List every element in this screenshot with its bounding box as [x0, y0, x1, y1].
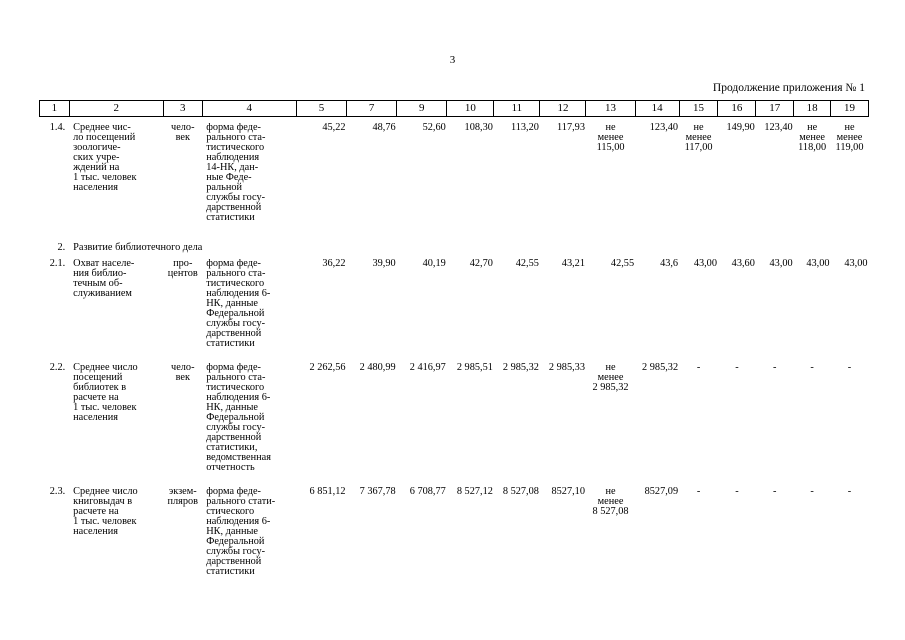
value-cell: 108,30 [464, 122, 493, 133]
section-number: 2. [57, 242, 66, 253]
value-cell: 36,22 [322, 258, 346, 269]
value-cell: - [847, 486, 852, 497]
unit: чело- век [171, 362, 195, 383]
indicator-name: Охват населе- ния библио- течным об- служиванием [73, 258, 135, 299]
value-cell: - [773, 486, 777, 497]
header-cell: 18 [794, 101, 831, 117]
value-cell: 43,00 [844, 258, 868, 269]
value-cell: 8527,10 [551, 486, 585, 497]
unit: чело- век [171, 122, 195, 143]
value-cell: 52,60 [422, 122, 446, 133]
value-cell: 7 367,78 [359, 486, 396, 497]
value-cell: 43,21 [561, 258, 585, 269]
section-title: Развитие библиотечного дела [73, 242, 203, 253]
value-cell: 149,90 [726, 122, 755, 133]
value-cell: - [735, 486, 739, 497]
value-cell: - [810, 362, 814, 373]
unit: экзем- пляров [167, 486, 199, 507]
value-cell: 43,60 [731, 258, 755, 269]
unit: про- центов [167, 258, 198, 279]
header-cell: 17 [756, 101, 794, 117]
header-cell: 14 [635, 101, 679, 117]
data-source: форма феде- рального ста- тистического наблюдения 6- НК, данные Федеральной службы госу- дарственной статистики [206, 258, 271, 349]
value-cell: 2 985,32 [502, 362, 539, 373]
value-cell: - [773, 362, 777, 373]
value-cell: - [735, 362, 739, 373]
table-row [40, 259, 869, 349]
header-cell: 2 [69, 101, 163, 117]
value-cell: 39,90 [372, 258, 396, 269]
value-cell: 2 985,51 [456, 362, 493, 373]
row-number: 2.3. [49, 486, 66, 497]
value-cell: 2 262,56 [309, 362, 346, 373]
header-row [40, 101, 869, 117]
value-cell: - [696, 486, 701, 497]
indicator-name: Среднее число книговыдач в расчете на 1 тыс. человек населения [73, 486, 138, 537]
value-cell: 43,6 [660, 258, 679, 269]
value-cell: 42,55 [515, 258, 539, 269]
value-cell: 2 416,97 [409, 362, 446, 373]
value-cell: не менее 2 985,32 [592, 362, 629, 393]
header-cell: 19 [831, 101, 869, 117]
value-cell: 6 708,77 [409, 486, 446, 497]
row-number: 2.2. [49, 362, 66, 373]
value-cell: не менее 115,00 [596, 122, 625, 153]
header-cell: 13 [586, 101, 635, 117]
value-cell: 43,00 [769, 258, 793, 269]
value-cell: не менее 8 527,08 [592, 486, 629, 517]
continuation-label: Продолжение приложения № 1 [712, 82, 865, 94]
value-cell: 40,19 [422, 258, 446, 269]
value-cell: 42,55 [610, 258, 635, 269]
value-cell: не менее 118,00 [798, 122, 827, 153]
row-number: 1.4. [49, 122, 66, 133]
header-cell: 7 [347, 101, 397, 117]
data-source: форма феде- рального ста- тистического наблюдения 6- НК, данные Федеральной службы госу- дарственной статистики, ведомственная отчетность [206, 362, 271, 473]
data-source: форма феде- рального ста- тистического наблюдения 14-НК, дан- ные Феде- ральной службы госу- дарственной статистики [206, 122, 266, 223]
value-cell: 45,22 [322, 122, 346, 133]
value-cell: - [810, 486, 814, 497]
value-cell: 8 527,12 [456, 486, 493, 497]
header-cell: 15 [679, 101, 718, 117]
value-cell: 2 480,99 [359, 362, 396, 373]
value-cell: 6 851,12 [309, 486, 346, 497]
value-cell: 117,93 [557, 122, 585, 133]
indicators-table [39, 100, 869, 591]
value-cell: 8 527,08 [502, 486, 539, 497]
header-cell: 16 [718, 101, 756, 117]
data-source: форма феде- рального стати- стического наблюдения 6- НК, данные Федеральной службы госу- дарственной статистики [206, 486, 276, 577]
header-cell: 1 [40, 101, 70, 117]
header-cell: 4 [202, 101, 296, 117]
value-cell: 42,70 [469, 258, 493, 269]
value-cell: 123,40 [649, 122, 679, 133]
value-cell: 2 985,33 [548, 362, 585, 373]
value-cell: 8527,09 [644, 486, 679, 497]
header-cell: 11 [494, 101, 540, 117]
table-row [40, 123, 869, 223]
value-cell: 43,00 [806, 258, 830, 269]
value-cell: 113,20 [510, 122, 539, 133]
section-heading-row [40, 237, 869, 259]
header-cell: 3 [163, 101, 202, 117]
header-cell: 5 [296, 101, 346, 117]
header-cell: 10 [447, 101, 494, 117]
row-number: 2.1. [49, 258, 66, 269]
table-row [40, 487, 869, 577]
header-cell: 9 [397, 101, 447, 117]
value-cell: 123,40 [764, 122, 793, 133]
indicator-name: Среднее число посещений библиотек в расчете на 1 тыс. человек населения [73, 362, 138, 423]
value-cell: - [847, 362, 852, 373]
value-cell: не менее 119,00 [835, 122, 864, 153]
indicator-name: Среднее чис- ло посещений зоологиче- ских учре- ждений на 1 тыс. человек населения [73, 122, 137, 193]
value-cell: - [696, 362, 701, 373]
table-row [40, 363, 869, 473]
page-number: 3 [449, 54, 456, 66]
value-cell: 43,00 [693, 258, 717, 269]
value-cell: 48,76 [372, 122, 396, 133]
value-cell: не менее 117,00 [684, 122, 713, 153]
header-cell: 12 [540, 101, 586, 117]
value-cell: 2 985,32 [642, 362, 679, 373]
